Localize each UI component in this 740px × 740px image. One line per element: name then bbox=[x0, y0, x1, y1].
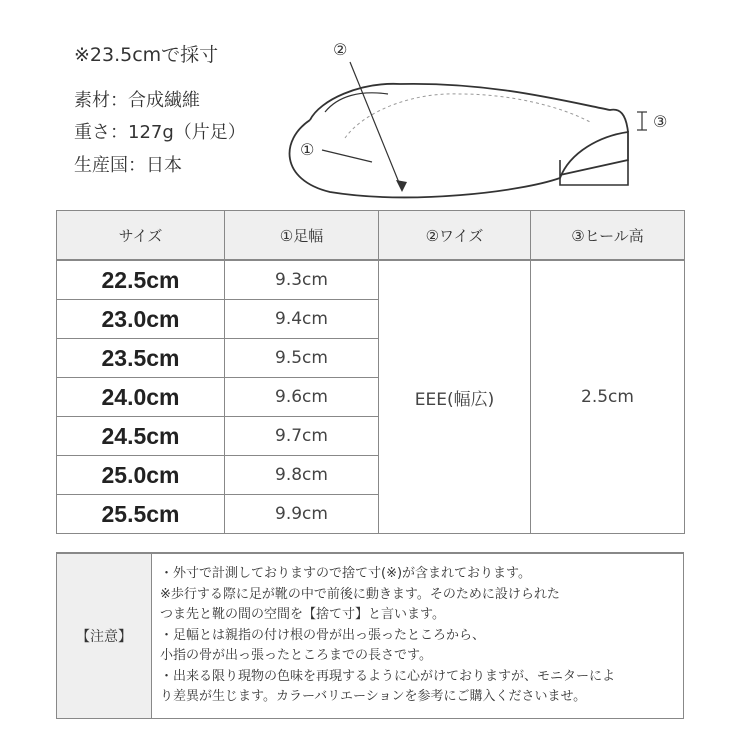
shoe-toe-box bbox=[325, 93, 388, 112]
foot-width-value: 9.4cm bbox=[225, 300, 379, 339]
header-heel-height: ③ヒール高 bbox=[531, 211, 685, 261]
note-line: ・足幅とは親指の付け根の骨が出っ張ったところから、 bbox=[160, 627, 486, 643]
size-value: 23.0cm bbox=[57, 300, 225, 339]
note-line: り差異が生じます。カラーバリエーションを参考にご購入くださいませ。 bbox=[160, 689, 587, 705]
marker-1: ① bbox=[300, 140, 315, 159]
note-line: ・出来る限り現物の色味を再現するように心がけておりますが、モニターによ bbox=[160, 668, 616, 684]
note-line: つま先と靴の間の空間を【捨て寸】と言います。 bbox=[160, 607, 445, 623]
foot-width-value: 9.3cm bbox=[225, 260, 379, 300]
wise-arrow bbox=[350, 62, 402, 190]
material-spec: 素材：合成繊維 bbox=[74, 90, 200, 111]
size-table bbox=[56, 210, 685, 534]
note-line: 小指の骨が出っ張ったところまでの長さです。 bbox=[160, 648, 432, 664]
size-value: 22.5cm bbox=[57, 260, 225, 300]
size-value: 24.5cm bbox=[57, 417, 225, 456]
marker-2: ② bbox=[333, 40, 348, 59]
notes-table bbox=[56, 552, 684, 719]
notes-label: 【注意】 bbox=[57, 553, 152, 719]
notes-row bbox=[57, 553, 684, 719]
header-size: サイズ bbox=[57, 211, 225, 261]
size-value: 25.0cm bbox=[57, 456, 225, 495]
note-line: ・外寸で計測しておりますので捨て寸(※)が含まれております。 bbox=[160, 565, 531, 581]
header-foot-width: ①足幅 bbox=[225, 211, 379, 261]
foot-width-value: 9.7cm bbox=[225, 417, 379, 456]
marker-3: ③ bbox=[653, 112, 668, 131]
notes-body bbox=[152, 553, 684, 719]
shoe-opening bbox=[345, 94, 590, 138]
shoe-measurement-diagram bbox=[270, 30, 690, 210]
table-row bbox=[57, 260, 685, 300]
foot-width-value: 9.9cm bbox=[225, 495, 379, 534]
foot-width-value: 9.5cm bbox=[225, 339, 379, 378]
size-value: 24.0cm bbox=[57, 378, 225, 417]
foot-width-value: 9.6cm bbox=[225, 378, 379, 417]
note-line: ※歩行する際に足が靴の中で前後に動きます。そのために設けられた bbox=[160, 586, 560, 602]
size-value: 23.5cm bbox=[57, 339, 225, 378]
foot-width-value: 9.8cm bbox=[225, 456, 379, 495]
size-table-header bbox=[57, 211, 685, 261]
foot-width-line bbox=[322, 150, 372, 162]
wise-value: EEE(幅広) bbox=[379, 260, 531, 534]
heel-height-value: 2.5cm bbox=[531, 260, 685, 534]
measurement-note: ※23.5cmで採寸 bbox=[74, 44, 219, 66]
origin-spec: 生産国：日本 bbox=[74, 155, 182, 176]
size-value: 25.5cm bbox=[57, 495, 225, 534]
weight-spec: 重さ：127g（片足） bbox=[74, 122, 246, 143]
header-wise: ②ワイズ bbox=[379, 211, 531, 261]
wise-arrow-head bbox=[396, 180, 407, 192]
